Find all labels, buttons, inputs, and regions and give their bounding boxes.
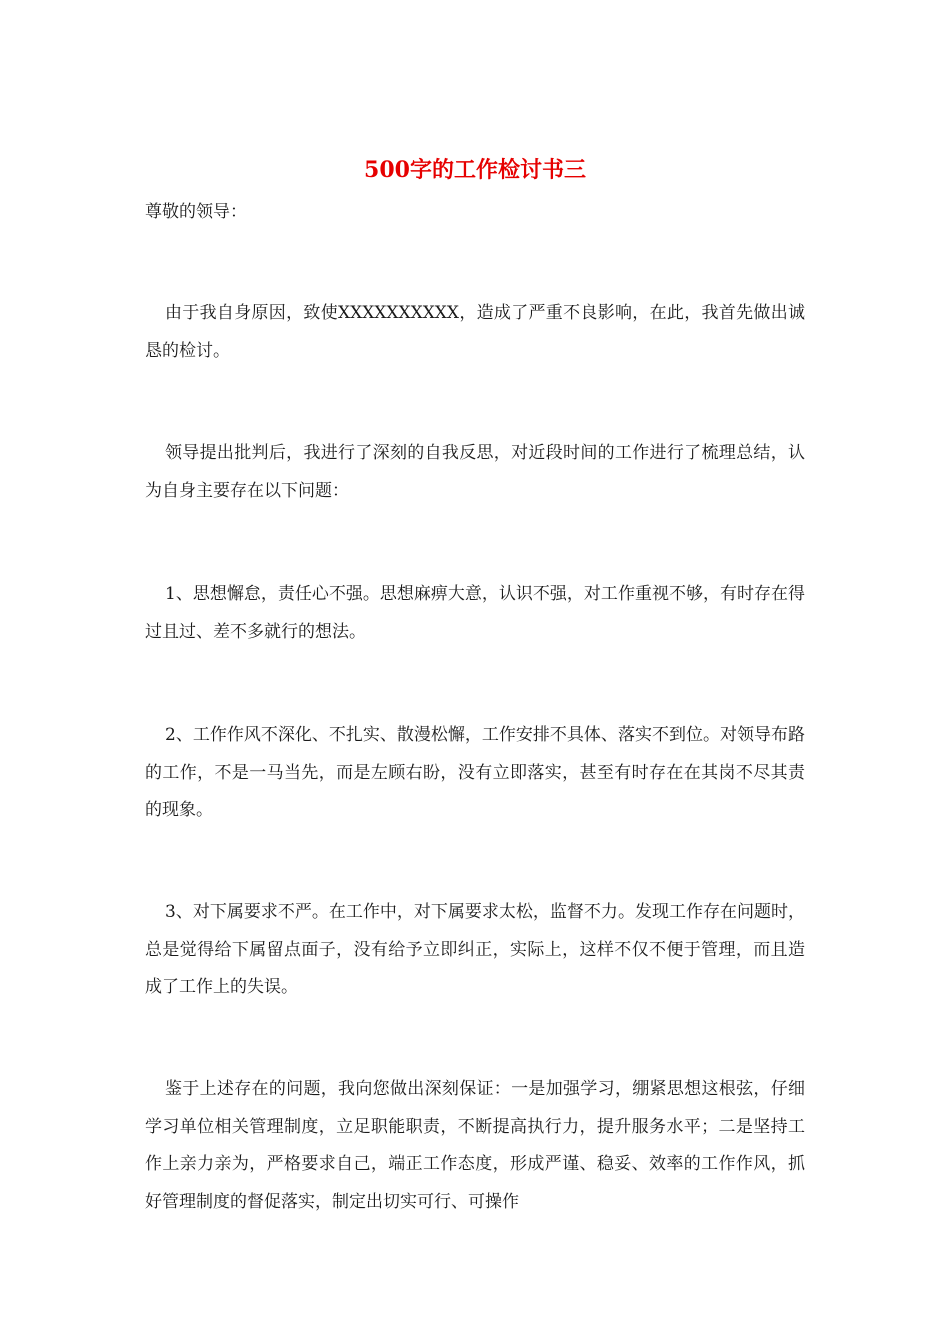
- paragraph-intro: 由于我自身原因，致使XXXXXXXXXX，造成了严重不良影响，在此，我首先做出诚恳的检讨。: [145, 303, 805, 361]
- greeting: 尊敬的领导：: [145, 202, 247, 222]
- paragraph-commitment: 鉴于上述存在的问题，我向您做出深刻保证：一是加强学习，绷紧思想这根弦，仔细学习单位相关管理制度，立足职能职责，不断提高执行力，提升服务水平；二是坚持工作上亲力亲为，严格要求自己，端正工作态度，形成严谨、稳妥、效率的工作作风，抓好管理制度的督促落实，制定出切实可行、可操作: [145, 1079, 805, 1212]
- paragraph-problem-3: 3、对下属要求不严。在工作中，对下属要求太松，监督不力。发现工作存在问题时，总是觉得给下属留点面子，没有给予立即纠正，实际上，这样不仅不便于管理，而且造成了工作上的失误。: [145, 902, 805, 997]
- document-title: 500字的工作检讨书三: [364, 157, 586, 183]
- paragraph-problem-2: 2、工作作风不深化、不扎实、散漫松懈，工作安排不具体、落实不到位。对领导布路的工作，不是一马当先，而是左顾右盼，没有立即落实，甚至有时存在在其岗不尽其责的现象。: [145, 725, 805, 820]
- paragraph-problem-1: 1、思想懈怠，责任心不强。思想麻痹大意，认识不强，对工作重视不够，有时存在得过且过、差不多就行的想法。: [145, 584, 805, 642]
- paragraph-reflection: 领导提出批判后，我进行了深刻的自我反思，对近段时间的工作进行了梳理总结，认为自身主要存在以下问题：: [145, 443, 805, 501]
